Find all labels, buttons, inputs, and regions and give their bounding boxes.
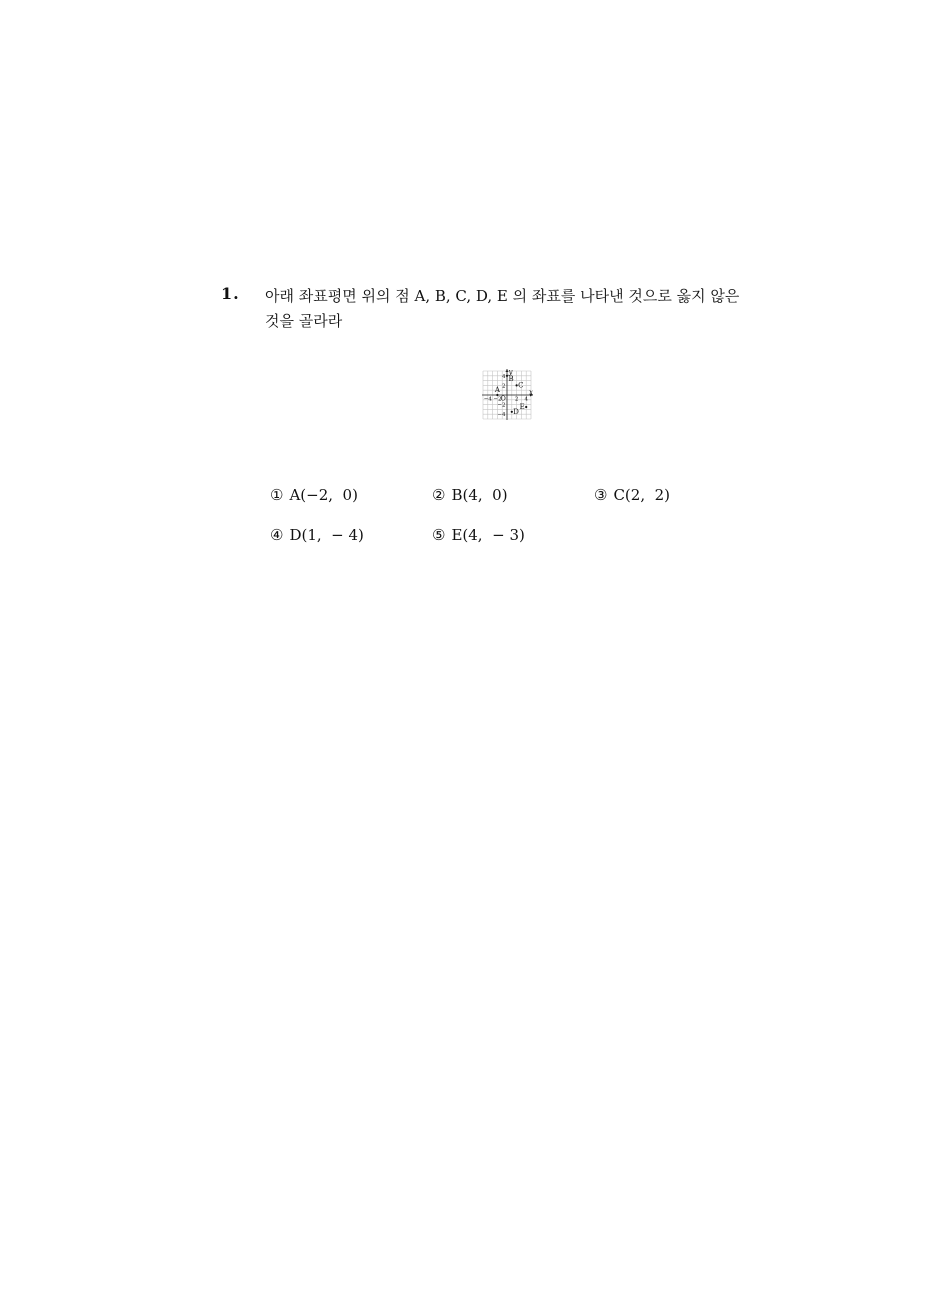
coordinate-plane-figure xyxy=(459,345,559,440)
choice-5[interactable] xyxy=(432,526,525,544)
x-tick-label: 4 xyxy=(524,396,528,403)
choice-5-text: E(4, − 3) xyxy=(451,526,525,544)
x-tick-label: −2 xyxy=(493,396,502,403)
question-number: 1. xyxy=(221,284,240,303)
y-tick-label: 2 xyxy=(502,383,506,390)
choice-2[interactable] xyxy=(432,486,508,504)
choice-3-text: C(2, 2) xyxy=(613,486,671,504)
y-tick-label: −2 xyxy=(497,402,506,409)
x-tick-label: −4 xyxy=(483,396,492,403)
point-label-e: E xyxy=(519,403,525,412)
y-tick-label: 4 xyxy=(502,373,506,380)
choice-2-mark: ② xyxy=(432,486,446,504)
y-axis-label: y xyxy=(508,368,513,376)
choice-1[interactable] xyxy=(270,486,358,504)
question-text xyxy=(265,284,765,334)
origin-label: O xyxy=(500,394,506,403)
y-tick-label: −4 xyxy=(497,412,506,419)
point-label-a: A xyxy=(494,386,500,394)
choice-3[interactable] xyxy=(594,486,670,504)
point-label-d: D xyxy=(513,408,519,416)
point-label-b: B xyxy=(508,374,514,383)
choice-2-text: B(4, 0) xyxy=(451,486,508,504)
choice-3-mark: ③ xyxy=(594,486,608,504)
point-a xyxy=(496,394,498,396)
choice-4-text: D(1, − 4) xyxy=(289,526,364,544)
choice-4-mark: ④ xyxy=(270,526,284,544)
point-e xyxy=(525,406,527,408)
choice-5-mark: ⑤ xyxy=(432,526,446,544)
question-text-line-2: 것을 골라라 xyxy=(265,312,343,330)
coordinate-plane-svg xyxy=(459,345,559,440)
choice-4[interactable] xyxy=(270,526,364,544)
choice-1-text: A(−2, 0) xyxy=(289,486,358,504)
point-label-c: C xyxy=(518,381,524,390)
question-text-line-1: 아래 좌표평면 위의 점 A, B, C, D, E 의 좌표를 나타낸 것으로 옳지 않은 xyxy=(265,287,740,305)
x-axis-label: x xyxy=(529,388,533,397)
choice-1-mark: ① xyxy=(270,486,284,504)
x-tick-label: 2 xyxy=(514,396,519,403)
